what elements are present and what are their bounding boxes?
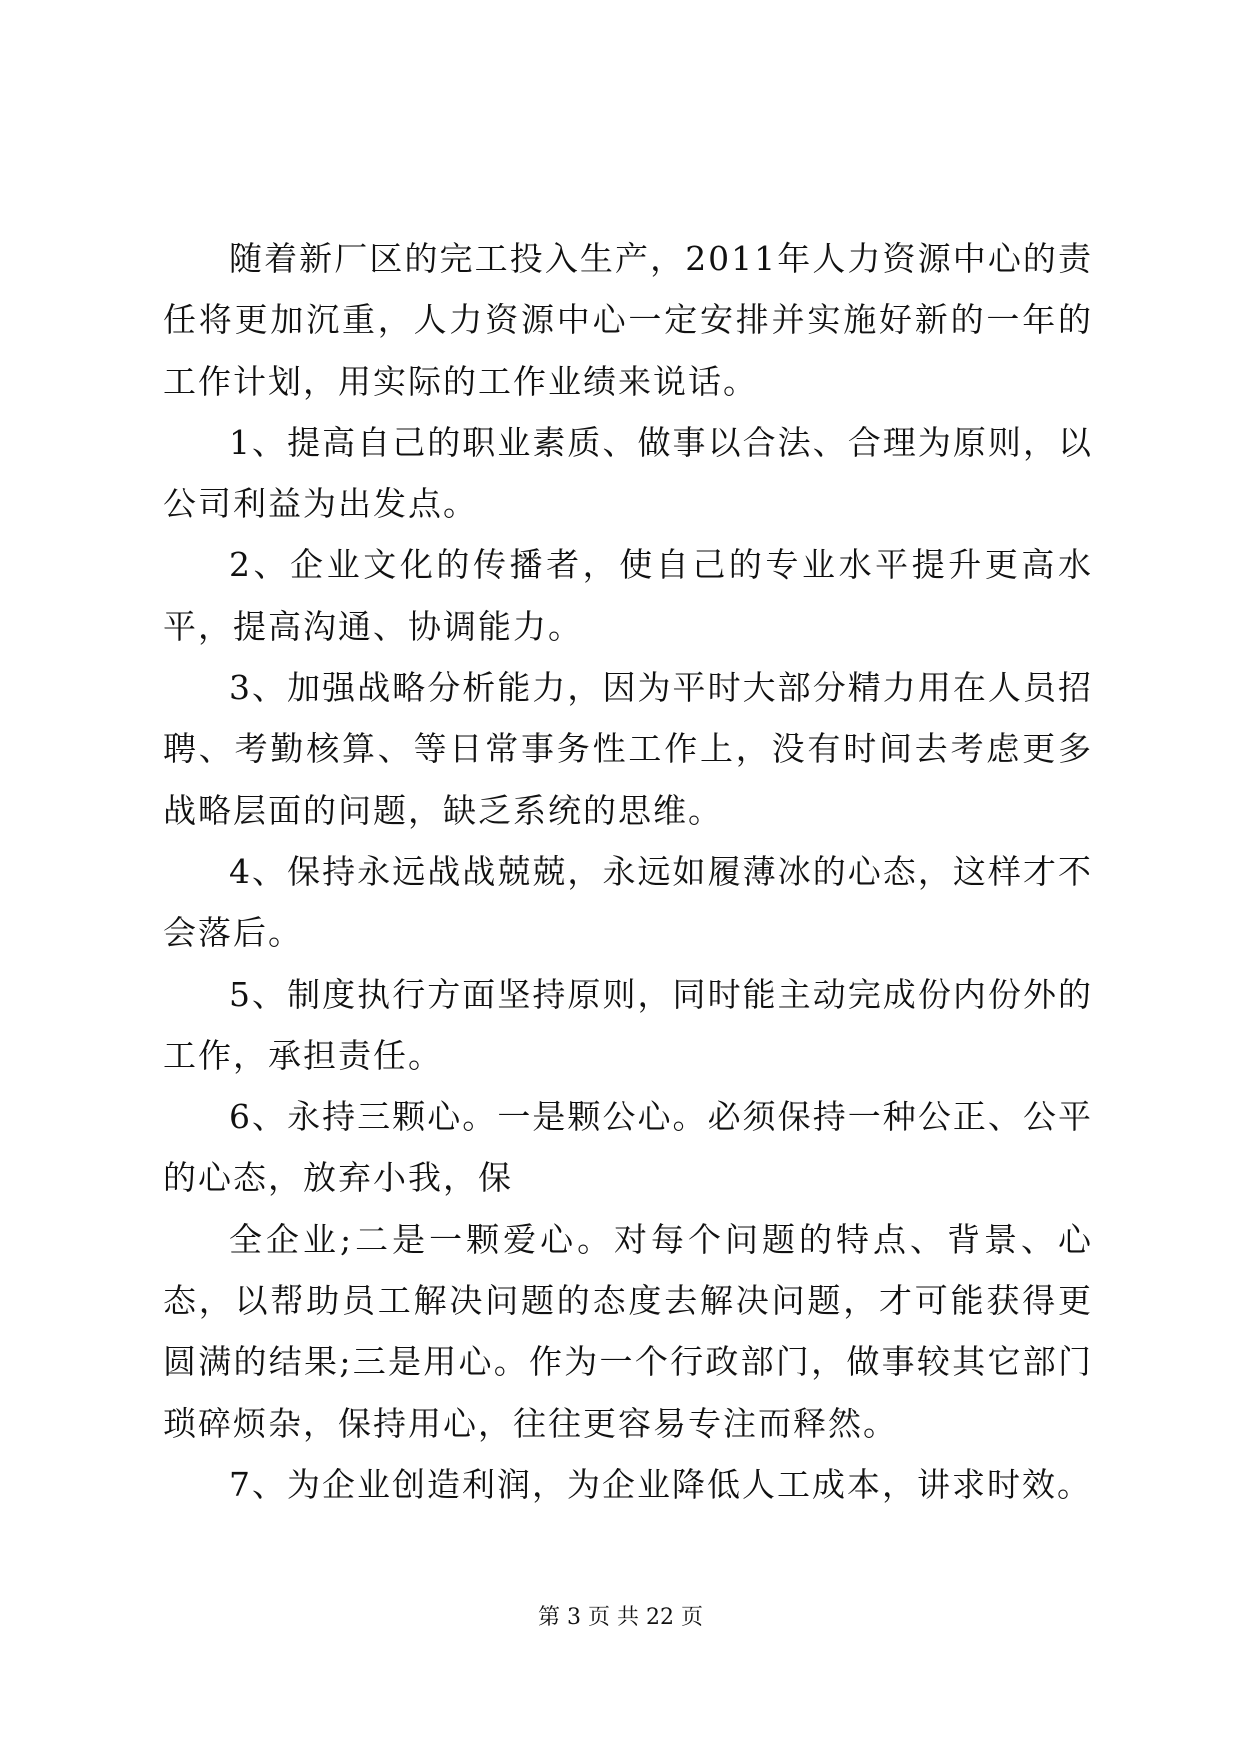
page-footer: 第 3 页 共 22 页 (538, 1605, 703, 1630)
paragraph-item-3: 3、加强战略分析能力，因为平时大部分精力用在人员招聘、考勤核算、等日常事务性工作上，没有时间去考虑更多战略层面的问题，缺乏系统的思维。 (163, 668, 1093, 830)
paragraph-item-4: 4、保持永远战战兢兢，永远如履薄冰的心态，这样才不会落后。 (163, 851, 1093, 953)
paragraph-item-2: 2、企业文化的传播者，使自己的专业水平提升更高水平，提高沟通、协调能力。 (163, 545, 1093, 646)
paragraph-item-6: 6、永持三颗心。一是颗公心。必须保持一种公正、公平的心态，放弃小我，保 (163, 1097, 1093, 1198)
paragraph-intro: 随着新厂区的完工投入生产，2011年人力资源中心的责任将更加沉重，人力资源中心一定安排并实施好新的一年的工作计划，用实际的工作业绩来说话。 (163, 239, 1093, 401)
paragraph-item-6-continued: 全企业;二是一颗爱心。对每个问题的特点、背景、心态，以帮助员工解决问题的态度去解决问题，才可能获得更圆满的结果;三是用心。作为一个行政部门，做事较其它部门琐碎烦杂，保持用心，往往更容易专注而释然。 (163, 1219, 1093, 1443)
document-body (163, 228, 1093, 1515)
paragraph-item-5: 5、制度执行方面坚持原则，同时能主动完成份内份外的工作，承担责任。 (163, 974, 1093, 1075)
paragraph-item-7: 7、为企业创造利润，为企业降低人工成本，讲求时效。 (229, 1464, 1092, 1504)
paragraph-item-1: 1、提高自己的职业素质、做事以合法、合理为原则，以公司利益为出发点。 (163, 422, 1093, 524)
